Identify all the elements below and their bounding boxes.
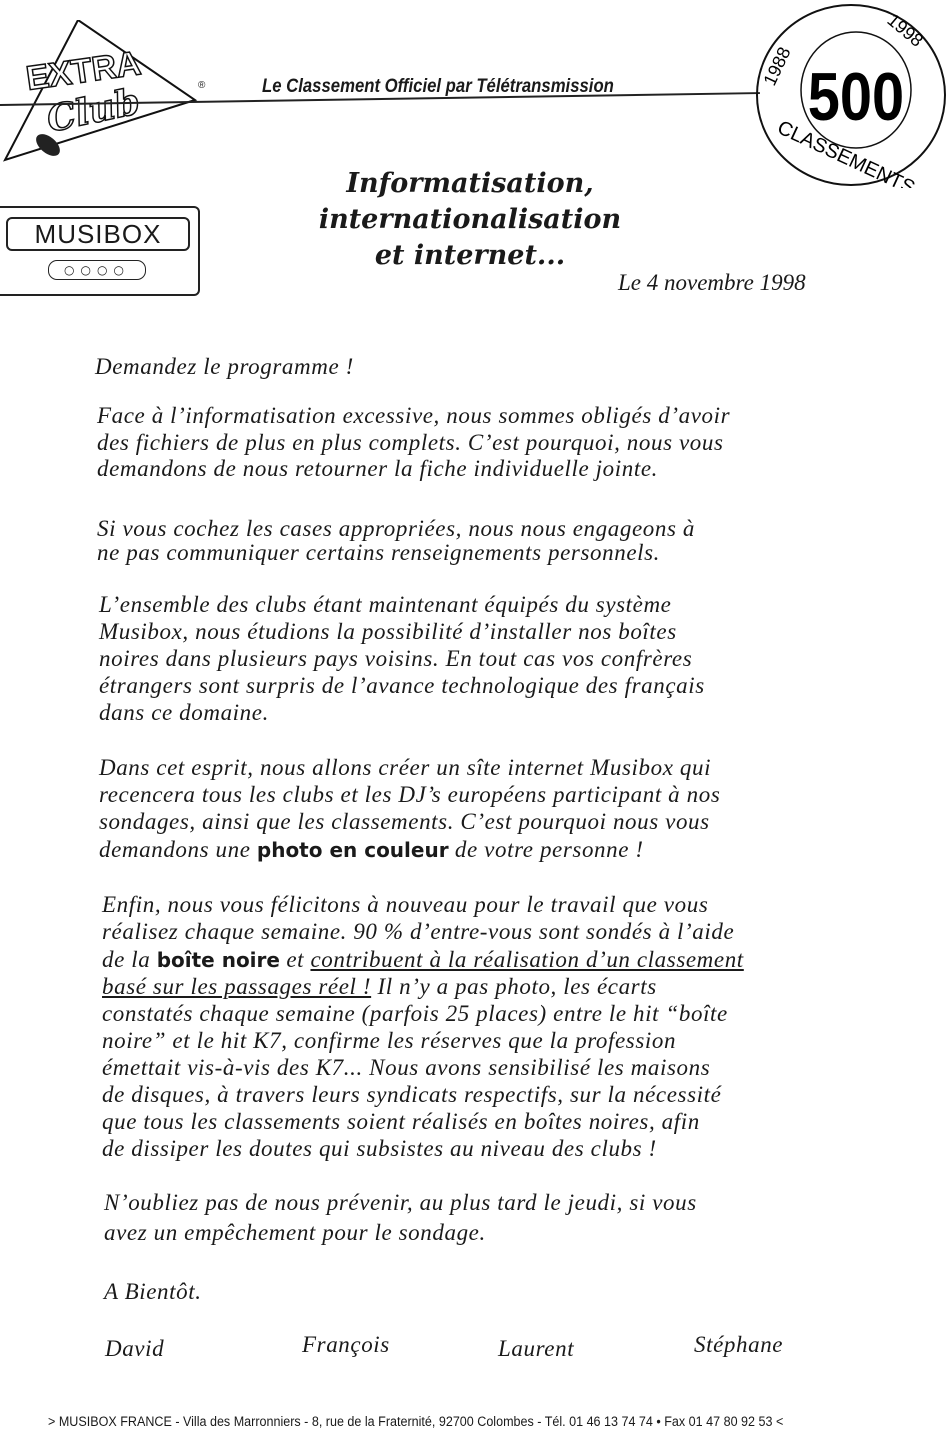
bold-text: photo en couleur xyxy=(256,838,449,862)
body-line xyxy=(102,974,657,1000)
text-segment: de dissiper les doutes qui subsistes au niveau des clubs ! xyxy=(102,1136,657,1161)
body-line xyxy=(102,892,708,918)
text-segment: Si vous cochez les cases appropriées, nous nous engageons à xyxy=(97,516,695,541)
text-segment: de disques, à travers leurs syndicats respectifs, sur la nécessité xyxy=(102,1082,722,1107)
body-line xyxy=(104,1220,486,1246)
anniversary-seal xyxy=(754,2,948,188)
body-line xyxy=(97,540,660,566)
signature-name: Laurent xyxy=(498,1336,575,1361)
title-line: et internet... xyxy=(374,240,566,271)
body-line xyxy=(102,947,744,973)
musibox-logo xyxy=(0,206,200,296)
text-segment: réalisez chaque semaine. 90 % d’entre-vous sont sondés à l’aide xyxy=(102,919,735,944)
body-line xyxy=(102,1028,676,1054)
text-segment: Face à l’informatisation excessive, nous sommes obligés d’avoir xyxy=(97,403,731,428)
title-line: internationalisation xyxy=(318,204,622,235)
letter-date: Le 4 novembre 1998 xyxy=(618,270,806,295)
document-title xyxy=(250,166,690,274)
body-line xyxy=(99,619,677,645)
signature-name: François xyxy=(302,1332,390,1357)
signature-name: David xyxy=(105,1336,165,1361)
svg-text:Club: Club xyxy=(43,80,144,141)
body-line xyxy=(97,403,730,429)
text-segment: noire” et le hit K7, confirme les réserves que la profession xyxy=(102,1028,677,1053)
bold-text: boîte noire xyxy=(156,948,280,972)
cassette-holes-icon: ○○○○ xyxy=(48,260,146,280)
musibox-logo-text: MUSIBOX xyxy=(6,217,190,251)
text-segment: de votre personne ! xyxy=(448,837,644,862)
text-segment: constatés chaque semaine (parfois 25 places) entre le hit “boîte xyxy=(102,1001,728,1026)
seal-years-left: 1988 xyxy=(759,43,795,89)
body-line xyxy=(99,782,720,808)
body-line xyxy=(104,1190,697,1216)
extra-club-logo xyxy=(0,20,215,170)
body-line xyxy=(99,837,644,863)
text-segment: Dans cet esprit, nous allons créer un sîte internet Musibox qui xyxy=(99,755,712,780)
body-line xyxy=(99,755,711,781)
text-segment: que tous les classements soient réalisés en boîtes noires, afin xyxy=(102,1109,700,1134)
text-segment: et xyxy=(279,947,311,972)
title-line: Informatisation, xyxy=(346,168,594,199)
text-segment: étrangers sont surpris de l’avance technologique des français xyxy=(99,673,705,698)
body-line xyxy=(102,1109,700,1135)
extra-club-logo-text: EXTRA xyxy=(23,44,144,98)
body-line xyxy=(97,516,695,542)
text-segment: avez un empêchement pour le sondage. xyxy=(104,1220,486,1245)
body-line xyxy=(102,1082,721,1108)
text-segment: L’ensemble des clubs étant maintenant équipés du système xyxy=(99,592,672,617)
seal-years-right: 1998 xyxy=(883,9,927,51)
text-segment: ne pas communiquer certains renseignements personnels. xyxy=(97,540,661,565)
body-line xyxy=(102,1001,728,1027)
seal-number: 500 xyxy=(807,59,905,136)
text-segment: N’oubliez pas de nous prévenir, au plus tard le jeudi, si vous xyxy=(104,1190,697,1215)
body-line xyxy=(97,430,724,456)
signature-name: Stéphane xyxy=(694,1332,784,1357)
registered-mark: ® xyxy=(198,80,206,91)
body-line xyxy=(102,1055,710,1081)
text-segment: Demandez le programme ! xyxy=(95,354,354,379)
body-line xyxy=(97,456,658,482)
text-segment: dans ce domaine. xyxy=(99,700,269,725)
text-segment: de la xyxy=(102,947,157,972)
body-line xyxy=(99,646,692,672)
body-line xyxy=(102,1136,657,1162)
body-line xyxy=(104,1279,202,1305)
text-segment: des fichiers de plus en plus complets. C’est pourquoi, nous vous xyxy=(97,430,724,455)
body-line xyxy=(95,354,354,380)
body-line xyxy=(99,592,672,618)
text-segment: demandons une xyxy=(99,837,257,862)
text-segment: Enfin, nous vous félicitons à nouveau pour le travail que vous xyxy=(102,892,709,917)
body-line xyxy=(99,673,705,699)
body-line xyxy=(99,700,269,726)
text-segment: noires dans plusieurs pays voisins. En tout cas vos confrères xyxy=(99,646,693,671)
underlined-text: basé sur les passages réel ! xyxy=(102,974,372,999)
text-segment: Il n’y a pas photo, les écarts xyxy=(371,974,657,999)
footer-address: > MUSIBOX FRANCE - Villa des Marronniers - 8, rue de la Fraternité, 92700 Colombes - Tél. 01 46 13 74 74 • Fax 01 47 80 92 53 < xyxy=(48,1414,784,1429)
text-segment: émettait vis-à-vis des K7... Nous avons sensibilisé les maisons xyxy=(102,1055,711,1080)
text-segment: sondages, ainsi que les classements. C’est pourquoi nous vous xyxy=(99,809,710,834)
underlined-text: contribuent à la réalisation d’un classement xyxy=(310,947,744,972)
body-line xyxy=(102,919,734,945)
body-line xyxy=(99,809,710,835)
text-segment: Musibox, nous étudions la possibilité d’installer nos boîtes xyxy=(99,619,677,644)
tagline: Le Classement Officiel par Télétransmission xyxy=(262,76,614,97)
text-segment: recencera tous les clubs et les DJ’s européens participant à nos xyxy=(99,782,721,807)
text-segment: demandons de nous retourner la fiche individuelle jointe. xyxy=(97,456,658,481)
text-segment: A Bientôt. xyxy=(104,1279,202,1304)
seal-label: CLASSEMENTS xyxy=(773,116,919,188)
